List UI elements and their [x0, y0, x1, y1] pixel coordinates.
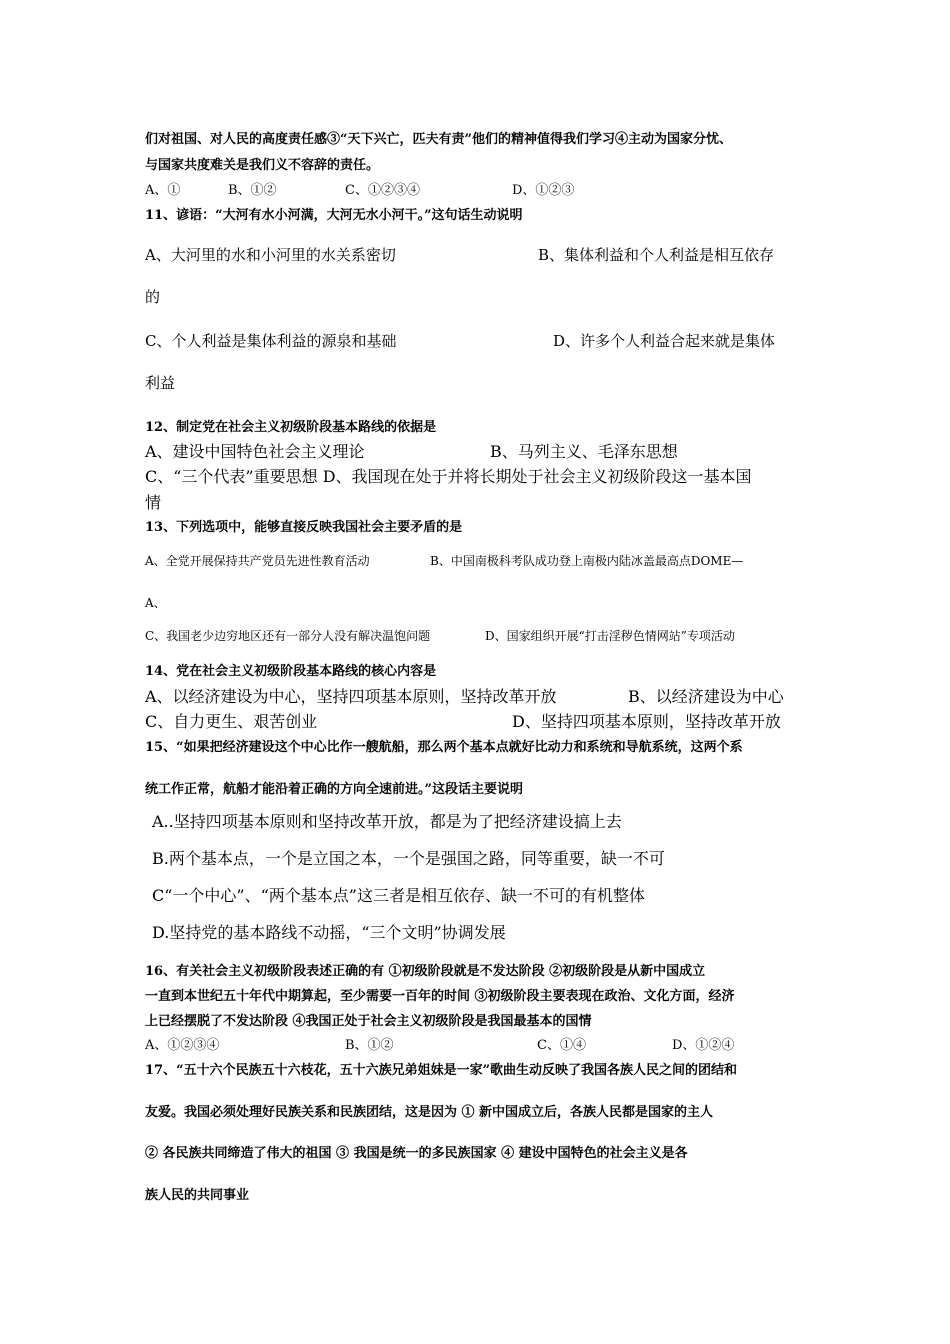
q10-option-a: A、① — [145, 183, 181, 198]
q10-option-c: C、①②③④ — [345, 183, 420, 198]
q15-option-d: D.坚持党的基本路线不动摇，“三个文明”协调发展 — [152, 923, 506, 942]
q12-option-b: B、马列主义、毛泽东思想 — [490, 442, 678, 461]
q14-option-d: D、坚持四项基本原则，坚持改革开放 — [512, 712, 781, 731]
q13-option-d: D、国家组织开展“打击淫秽色情网站”专项活动 — [485, 629, 735, 643]
q16-line2: 一直到本世纪五十年代中期算起，至少需要一百年的时间 ③初级阶段主要表现在政治、文化方面，经济 — [145, 989, 735, 1004]
q13-option-a-continued: A、 — [145, 596, 166, 610]
q13-stem: 13、下列选项中，能够直接反映我国社会主要矛盾的是 — [145, 520, 463, 535]
q17-line4: 族人民的共同事业 — [145, 1188, 250, 1203]
q14-option-c: C、自力更生、艰苦创业 — [145, 712, 318, 731]
q10-line2: 与国家共度难关是我们义不容辞的责任。 — [145, 158, 380, 173]
q12-option-cd-continued: 情 — [145, 493, 162, 512]
q17-line3: ② 各民族共同缔造了伟大的祖国 ③ 我国是统一的多民族国家 ④ 建设中国特色的社会主义是各 — [145, 1146, 688, 1161]
q10-option-d: D、①②③ — [512, 183, 575, 198]
q14-stem: 14、党在社会主义初级阶段基本路线的核心内容是 — [145, 664, 437, 679]
q16-line1: 16、有关社会主义初级阶段表述正确的有 ①初级阶段就是不发达阶段 ②初级阶段是从新中国成立 — [145, 964, 706, 979]
q13-option-a: A、全党开展保持共产党员先进性教育活动 — [145, 554, 370, 568]
q15-option-a: A..坚持四项基本原则和坚持改革开放，都是为了把经济建设搞上去 — [152, 812, 622, 831]
q12-stem: 12、制定党在社会主义初级阶段基本路线的依据是 — [145, 420, 437, 435]
q16-option-b: B、①② — [345, 1038, 394, 1053]
q15-option-c: C“一个中心”、“两个基本点”这三者是相互依存、缺一不可的有机整体 — [152, 886, 645, 905]
q11-option-d: D、许多个人利益合起来就是集体 — [553, 332, 776, 350]
q17-line1: 17、“五十六个民族五十六枝花，五十六族兄弟姐妹是一家”歌曲生动反映了我国各族人民之间的团结和 — [145, 1063, 738, 1078]
q11-option-c: C、个人利益是集体利益的源泉和基础 — [145, 332, 397, 350]
q12-option-a: A、建设中国特色社会主义理论 — [145, 442, 365, 461]
q14-option-a: A、以经济建设为中心，坚持四项基本原则，坚持改革开放 — [145, 687, 557, 706]
q16-option-a: A、①②③④ — [145, 1038, 220, 1053]
q11-option-a: A、大河里的水和小河里的水关系密切 — [145, 246, 396, 264]
q17-line2: 友爱。我国必须处理好民族关系和民族团结，这是因为 ① 新中国成立后，各族人民都是国家的主人 — [145, 1105, 714, 1120]
q11-stem: 11、谚语：“大河有水小河满，大河无水小河干。”这句话生动说明 — [145, 208, 523, 223]
q10-line1: 们对祖国、对人民的高度责任感③“天下兴亡，匹夫有责”他们的精神值得我们学习④主动为国家分忧、 — [145, 132, 732, 147]
q11-option-d-continued: 利益 — [145, 374, 176, 392]
q15-option-b: B.两个基本点，一个是立国之本，一个是强国之路，同等重要，缺一不可 — [152, 849, 665, 868]
q16-option-d: D、①②④ — [672, 1038, 735, 1053]
q13-option-c: C、我国老少边穷地区还有一部分人没有解决温饱问题 — [145, 629, 431, 643]
q11-option-b: B、集体利益和个人利益是相互依存 — [538, 246, 775, 264]
q10-option-b: B、①② — [228, 183, 277, 198]
q13-option-b: B、中国南极科考队成功登上南极内陆冰盖最高点DOME— — [430, 554, 744, 568]
q11-option-b-continued: 的 — [145, 288, 161, 306]
q15-stem-line2: 统工作正常，航船才能沿着正确的方向全速前进。”这段话主要说明 — [145, 782, 523, 797]
q14-option-b: B、以经济建设为中心 — [628, 687, 784, 706]
q15-stem-line1: 15、“如果把经济建设这个中心比作一艘航船，那么两个基本点就好比动力和系统和导航系统，这两个系 — [145, 740, 743, 755]
q12-option-cd: C、“三个代表”重要思想 D、我国现在处于并将长期处于社会主义初级阶段这一基本国 — [145, 467, 752, 486]
q16-line3: 上已经摆脱了不发达阶段 ④我国正处于社会主义初级阶段是我国最基本的国情 — [145, 1014, 592, 1029]
q16-option-c: C、①④ — [537, 1038, 586, 1053]
